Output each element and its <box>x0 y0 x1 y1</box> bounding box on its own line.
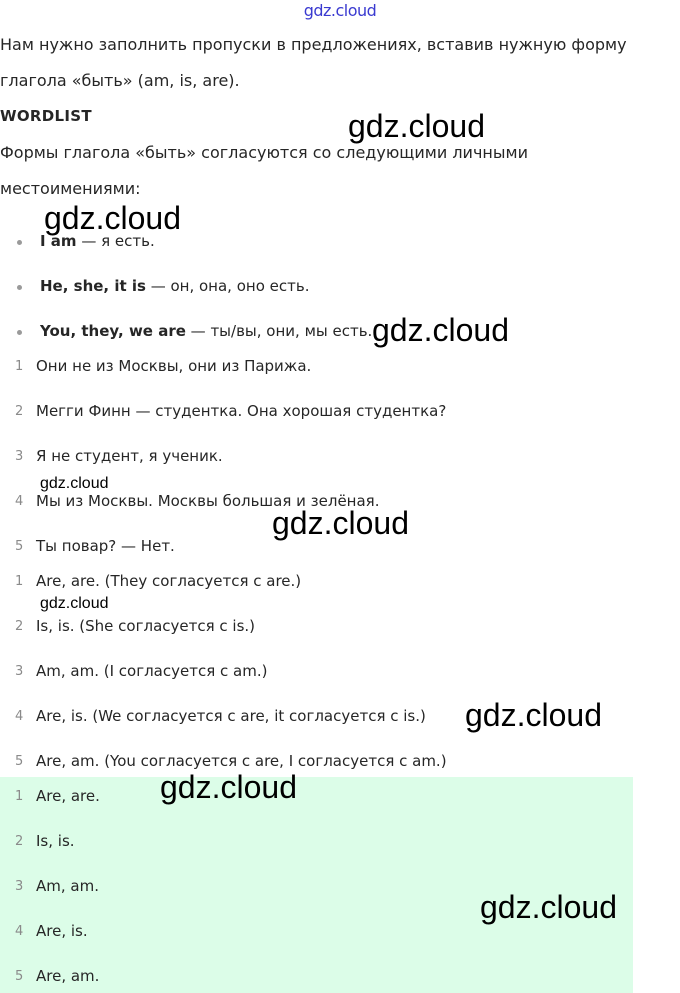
list-number: 5 <box>15 754 24 769</box>
list-number: 4 <box>15 924 24 939</box>
final-answer-item: Is, is. <box>36 832 75 850</box>
list-number: 1 <box>15 789 24 804</box>
intro-line-1: Нам нужно заполнить пропуски в предложениях, вставив нужную форму <box>0 35 627 54</box>
explained-answer-item: Are, are. (They согласуется с are.) <box>36 572 302 590</box>
wordlist-heading: WORDLIST <box>0 107 92 125</box>
list-number: 3 <box>15 449 24 464</box>
wordlist-line-2: местоимениями: <box>0 179 141 198</box>
list-number: 2 <box>15 619 24 634</box>
list-number: 2 <box>15 404 24 419</box>
list-number: 1 <box>15 359 24 374</box>
list-number: 4 <box>15 494 24 509</box>
list-number: 5 <box>15 969 24 984</box>
list-number: 3 <box>15 879 24 894</box>
list-number: 2 <box>15 834 24 849</box>
final-answer-item: Am, am. <box>36 877 99 895</box>
watermark: gdz.cloud <box>348 108 485 144</box>
bullet-dot <box>17 330 22 335</box>
watermark: gdz.cloud <box>372 312 509 348</box>
bullet-dot <box>17 240 22 245</box>
watermark: gdz.cloud <box>272 505 409 541</box>
watermark: gdz.cloud <box>44 200 181 236</box>
explained-answer-item: Are, is. (We согласуется с are, it согласуется с is.) <box>36 707 426 725</box>
final-answer-item: Are, are. <box>36 787 100 805</box>
watermark: gdz.cloud <box>40 475 109 492</box>
wordlist-line-1: Формы глагола «быть» согласуются со следующими личными <box>0 143 528 162</box>
watermark: gdz.cloud <box>465 697 602 733</box>
final-answer-item: Are, is. <box>36 922 88 940</box>
site-watermark-top: gdz.cloud <box>303 1 377 20</box>
explained-answer-item: Am, am. (I согласуется с am.) <box>36 662 268 680</box>
watermark: gdz.cloud <box>160 769 297 805</box>
sentence-item: Мы из Москвы. Москвы большая и зелёная. <box>36 492 380 510</box>
intro-line-2: глагола «быть» (am, is, are). <box>0 71 240 90</box>
explained-answer-item: Are, am. (You согласуется с are, I согласуется с am.) <box>36 752 447 770</box>
watermark: gdz.cloud <box>480 889 617 925</box>
explained-answer-item: Is, is. (She согласуется с is.) <box>36 617 256 635</box>
sentence-item: Ты повар? — Нет. <box>36 537 175 555</box>
wordlist-item: You, they, we are — ты/вы, они, мы есть. <box>40 322 373 340</box>
sentence-item: Они не из Москвы, они из Парижа. <box>36 357 312 375</box>
list-number: 4 <box>15 709 24 724</box>
list-number: 3 <box>15 664 24 679</box>
watermark: gdz.cloud <box>40 595 109 612</box>
list-number: 1 <box>15 574 24 589</box>
sentence-item: Мегги Финн — студентка. Она хорошая студентка? <box>36 402 447 420</box>
sentence-item: Я не студент, я ученик. <box>36 447 223 465</box>
list-number: 5 <box>15 539 24 554</box>
final-answer-item: Are, am. <box>36 967 100 985</box>
bullet-dot <box>17 285 22 290</box>
wordlist-item: He, she, it is — он, она, оно есть. <box>40 277 310 295</box>
wordlist-item: I am — я есть. <box>40 232 155 250</box>
